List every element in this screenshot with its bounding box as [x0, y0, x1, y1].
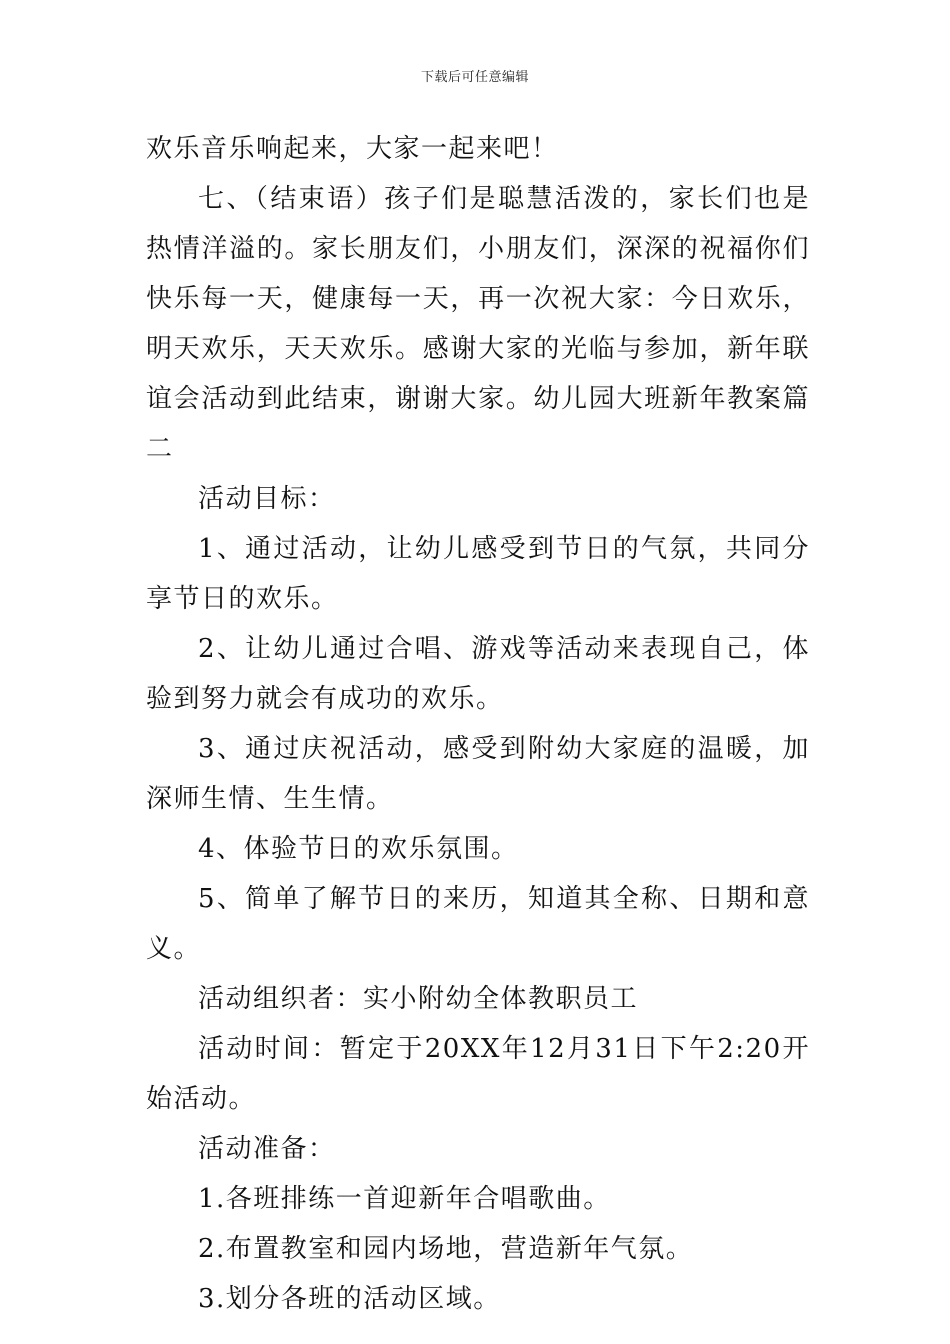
document-body: [146, 124, 810, 1324]
section-heading-preparation: 活动准备：: [198, 1134, 336, 1164]
paragraph-continuation: 欢乐音乐响起来，大家一起来吧！: [146, 134, 559, 164]
organizer-line: 活动组织者：实小附幼全体教职员工: [198, 984, 639, 1014]
goal-item-4: 4、体验节日的欢乐氛围。: [198, 834, 519, 864]
preparation-item-1: 1.各班排练一首迎新年合唱歌曲。: [198, 1184, 611, 1214]
goal-item-3: 3、通过庆祝活动，感受到附幼大家庭的温暖，加深师生情、生生情。: [146, 734, 810, 814]
section-heading-goals: 活动目标：: [198, 484, 336, 514]
paragraph-closing-remarks: 七、（结束语）孩子们是聪慧活泼的，家长们也是热情洋溢的。家长朋友们，小朋友们，深深的祝福你们快乐每一天，健康每一天，再一次祝大家：今日欢乐，明天欢乐，天天欢乐。感谢大家的光临与参加，新年联谊会活动到此结束，谢谢大家。幼儿园大班新年教案篇二: [146, 184, 810, 464]
preparation-item-3: 3.划分各班的活动区域。: [198, 1284, 501, 1314]
page-header-note: 下载后可任意编辑: [420, 70, 529, 85]
goal-item-1: 1、通过活动，让幼儿感受到节日的气氛，共同分享节日的欢乐。: [146, 534, 810, 614]
goal-item-5: 5、简单了解节日的来历，知道其全称、日期和意义。: [146, 884, 810, 964]
preparation-item-2: 2.布置教室和园内场地，营造新年气氛。: [198, 1234, 694, 1264]
goal-item-2: 2、让幼儿通过合唱、游戏等活动来表现自己，体验到努力就会有成功的欢乐。: [146, 634, 810, 714]
time-line: 活动时间：暂定于20XX年12月31日下午2:20开始活动。: [146, 1034, 810, 1114]
